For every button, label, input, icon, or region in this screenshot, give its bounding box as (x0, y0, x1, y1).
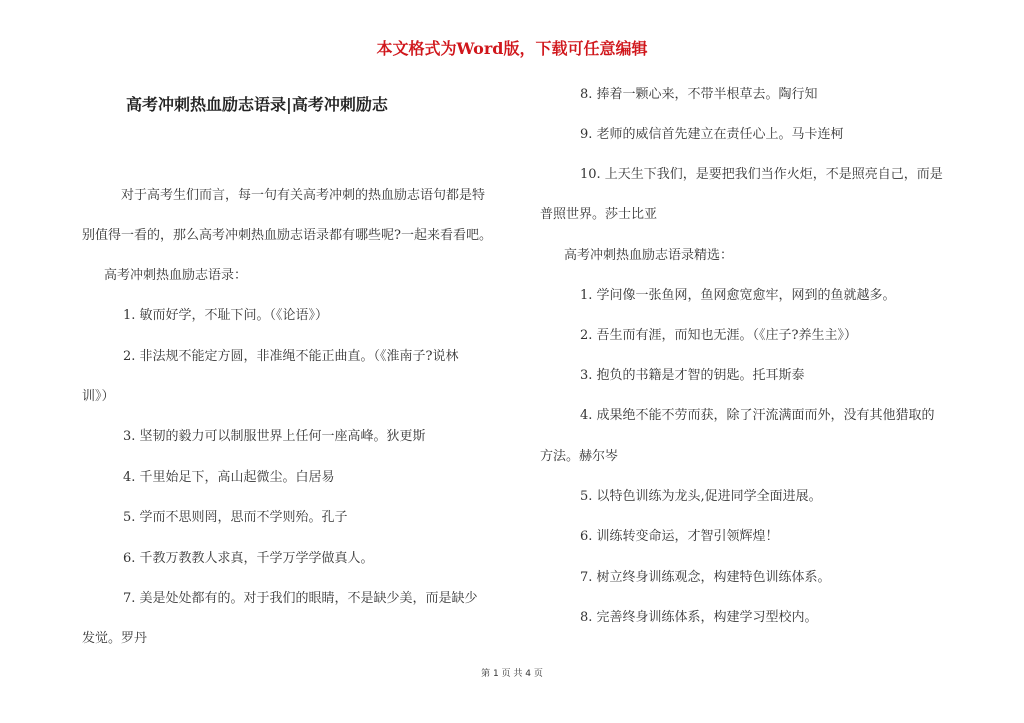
quote-1: 1. 敏而好学，不耻下问。（《论语》） (123, 308, 329, 323)
selected-quote-1: 1. 学问像一张鱼网，鱼网愈宽愈牢，网到的鱼就越多。 (580, 288, 896, 303)
quote-6: 6. 千教万教教人求真，千学万学学做真人。 (123, 551, 374, 566)
editable-format-banner: 本文格式为Word版，下载可任意编辑 (376, 39, 648, 58)
selected-quote-4-line-2: 方法。赫尔岑 (540, 449, 619, 464)
quote-5: 5. 学而不思则罔，思而不学则殆。孔子 (123, 510, 348, 525)
quote-9: 9. 老师的威信首先建立在责任心上。马卡连柯 (580, 127, 844, 142)
intro-paragraph-line-2: 别值得一看的，那么高考冲刺热血励志语录都有哪些呢?一起来看看吧。 (82, 228, 492, 243)
quote-7-line-1: 7. 美是处处都有的。对于我们的眼睛，不是缺少美，而是缺少 (123, 591, 478, 606)
selected-quote-2: 2. 吾生而有涯，而知也无涯。（《庄子?养生主》） (580, 328, 858, 343)
quote-10-line-2: 普照世界。莎士比亚 (540, 207, 658, 222)
document-title: 高考冲刺热血励志语录|高考冲刺励志 (126, 95, 388, 114)
quote-8: 8. 捧着一颗心来，不带半根草去。陶行知 (580, 87, 818, 102)
selected-quote-6: 6. 训练转变命运，才智引领辉煌！ (580, 529, 779, 544)
quote-4: 4. 千里始足下，高山起微尘。白居易 (123, 470, 335, 485)
page-number: 第 1 页 共 4 页 (481, 669, 543, 679)
selected-quote-8: 8. 完善终身训练体系，构建学习型校内。 (580, 610, 818, 625)
section-heading-quotes: 高考冲刺热血励志语录： (104, 268, 248, 283)
selected-quote-7: 7. 树立终身训练观念，构建特色训练体系。 (580, 570, 831, 585)
intro-paragraph-line-1: 对于高考生们而言，每一句有关高考冲刺的热血励志语句都是特 (121, 188, 486, 203)
quote-2-line-1: 2. 非法规不能定方圆，非准绳不能正曲直。（《淮南子?说林 (123, 349, 459, 364)
selected-quote-5: 5. 以特色训练为龙头,促进同学全面进展。 (580, 489, 822, 504)
quote-2-line-2: 训》） (82, 389, 115, 404)
selected-quote-4-line-1: 4. 成果绝不能不劳而获，除了汗流满面而外，没有其他猎取的 (580, 408, 935, 423)
quote-10-line-1: 10. 上天生下我们，是要把我们当作火炬，不是照亮自己，而是 (580, 167, 943, 182)
quote-7-line-2: 发觉。罗丹 (82, 631, 148, 646)
quote-3: 3. 坚韧的毅力可以制服世界上任何一座高峰。狄更斯 (123, 429, 426, 444)
selected-quote-3: 3. 抱负的书籍是才智的钥匙。托耳斯泰 (580, 368, 805, 383)
section-heading-selected-quotes: 高考冲刺热血励志语录精选： (564, 248, 734, 263)
